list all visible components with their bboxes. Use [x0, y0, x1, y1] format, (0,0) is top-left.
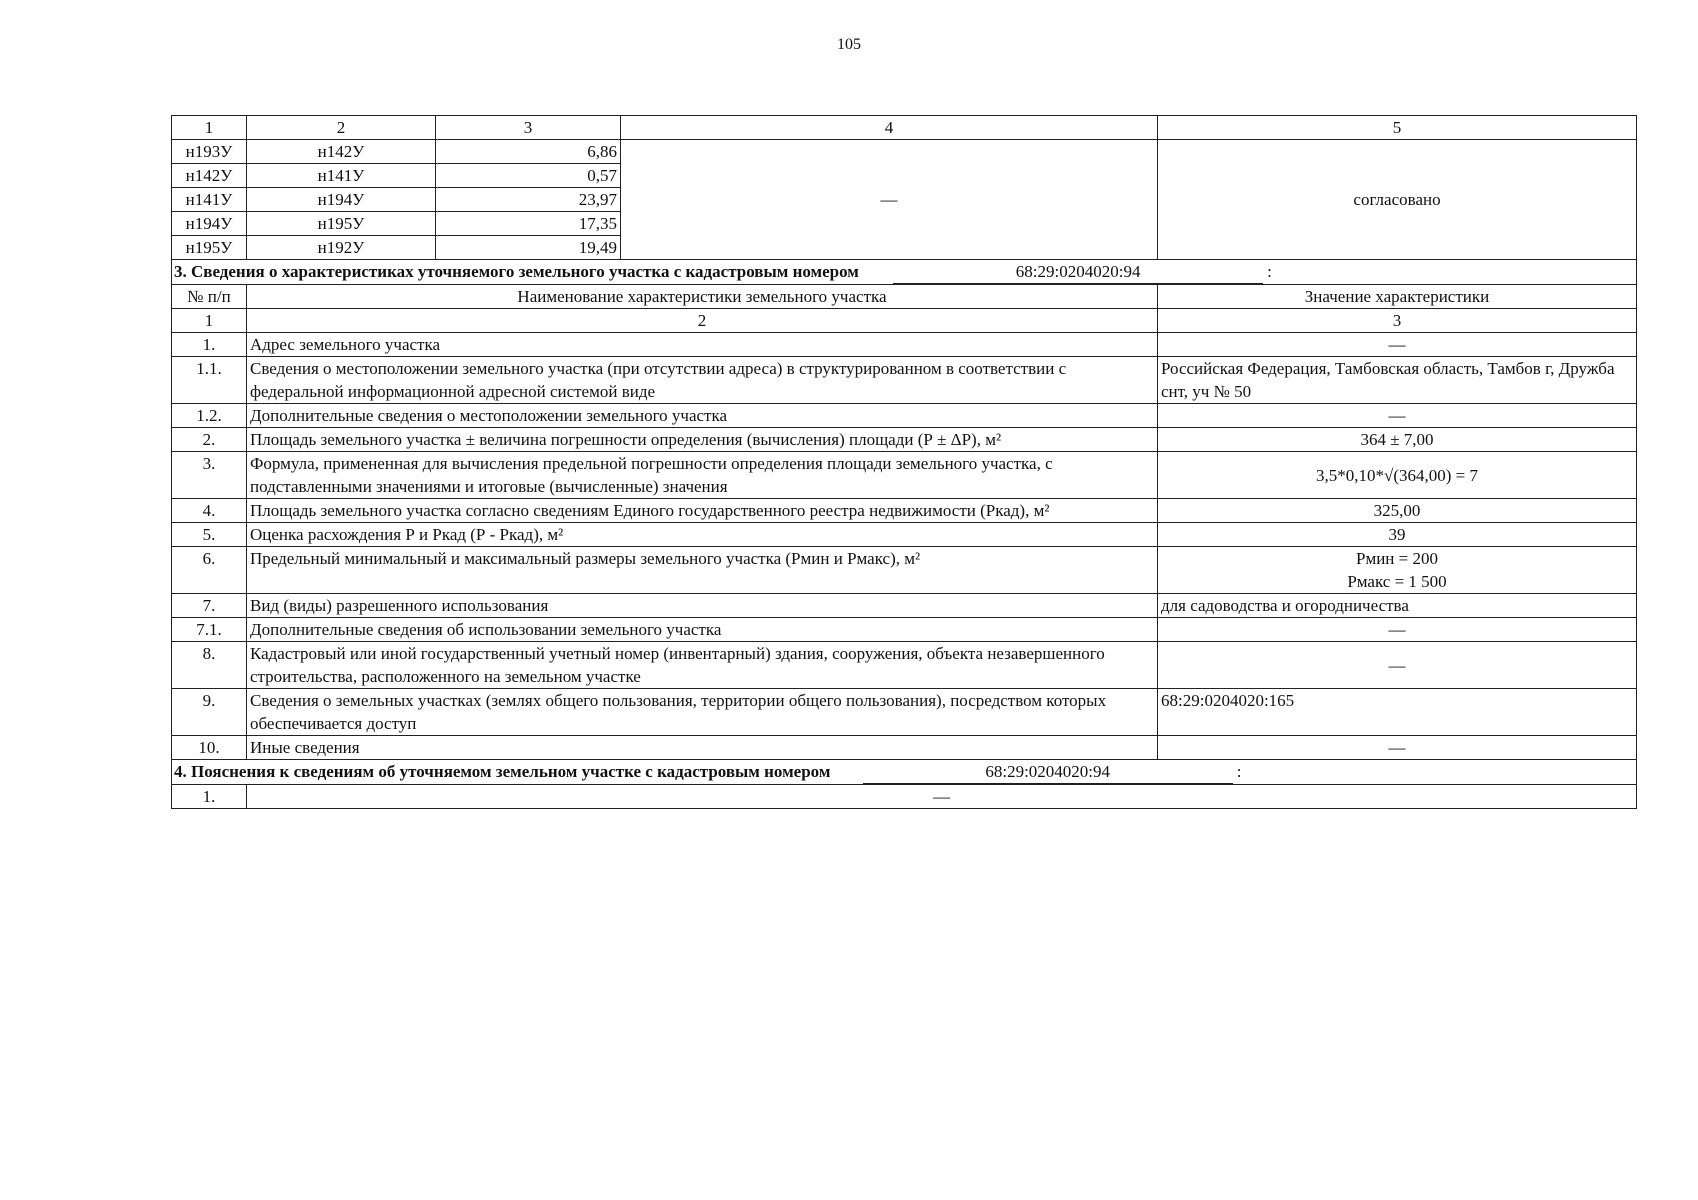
section3-index-row: [172, 309, 1637, 333]
segment-from: н194У: [172, 212, 247, 236]
segment-from: н193У: [172, 140, 247, 164]
segments-header-row: [172, 116, 1637, 140]
row-value: —: [1158, 618, 1637, 642]
characteristic-row: [172, 689, 1637, 736]
segment-to: н141У: [247, 164, 436, 188]
segment-from: н141У: [172, 188, 247, 212]
segment-approval-status: согласовано: [1158, 140, 1637, 260]
row-name: Формула, примененная для вычисления предельной погрешности определения площади земельного участка, с подставленными значениями и итоговые (вычисленные) значения: [247, 452, 1158, 499]
row-value: 325,00: [1158, 499, 1637, 523]
row-name: Сведения о земельных участках (землях общего пользования, территории общего пользования), посредством которых обеспечивается доступ: [247, 689, 1158, 736]
row-num: 1.2.: [172, 404, 247, 428]
row-num: 1.: [172, 333, 247, 357]
section4-cadastral-number: 68:29:0204020:94: [863, 760, 1233, 784]
segment-length: 0,57: [436, 164, 621, 188]
index-3: 3: [1158, 309, 1637, 333]
row-name: Кадастровый или иной государственный учетный номер (инвентарный) здания, сооружения, объекта незавершенного строительства, расположенного на земельном участке: [247, 642, 1158, 689]
row-num: 5.: [172, 523, 247, 547]
segments-header-1: 1: [172, 116, 247, 140]
segment-from: н195У: [172, 236, 247, 260]
row-num: 9.: [172, 689, 247, 736]
characteristic-row: [172, 594, 1637, 618]
segment-length: 6,86: [436, 140, 621, 164]
segment-length: 19,49: [436, 236, 621, 260]
characteristic-row: [172, 452, 1637, 499]
row-name: Иные сведения: [247, 736, 1158, 760]
segment-row: [172, 140, 1637, 164]
row-num: 10.: [172, 736, 247, 760]
row-num: 3.: [172, 452, 247, 499]
characteristic-row: [172, 642, 1637, 689]
area-min-value: Рмин = 200: [1356, 549, 1438, 568]
characteristic-row: [172, 618, 1637, 642]
segments-header-2: 2: [247, 116, 436, 140]
section4-title: 4. Пояснения к сведениям об уточняемом земельном участке с кадастровым номером: [174, 762, 831, 781]
row-num: 2.: [172, 428, 247, 452]
segments-header-3: 3: [436, 116, 621, 140]
row-name: Дополнительные сведения об использовании земельного участка: [247, 618, 1158, 642]
segments-header-4: 4: [621, 116, 1158, 140]
characteristic-row: [172, 333, 1637, 357]
header-characteristic-name: Наименование характеристики земельного участка: [247, 285, 1158, 309]
section3-header-row: [172, 285, 1637, 309]
section4-colon: :: [1236, 762, 1242, 781]
characteristic-row: [172, 499, 1637, 523]
segment-to: н194У: [247, 188, 436, 212]
row-name: Дополнительные сведения о местоположении земельного участка: [247, 404, 1158, 428]
row-value: —: [1158, 333, 1637, 357]
characteristic-row: [172, 523, 1637, 547]
row-value: —: [1158, 404, 1637, 428]
row-value: для садоводства и огородничества: [1158, 594, 1637, 618]
row-num: 8.: [172, 642, 247, 689]
row-name: Площадь земельного участка ± величина погрешности определения (вычисления) площади (Р ± ΔР), м²: [247, 428, 1158, 452]
row-name: Оценка расхождения Р и Ркад (Р - Ркад), м²: [247, 523, 1158, 547]
section3-cadastral-number: 68:29:0204020:94: [893, 260, 1263, 284]
header-num: № п/п: [172, 285, 247, 309]
land-plot-table: [171, 115, 1637, 809]
index-1: 1: [172, 309, 247, 333]
row-name: Площадь земельного участка согласно сведениям Единого государственного реестра недвижимости (Ркад), м²: [247, 499, 1158, 523]
segment-col4-value: —: [621, 140, 1158, 260]
segment-from: н142У: [172, 164, 247, 188]
segment-to: н195У: [247, 212, 436, 236]
row-value: 68:29:0204020:165: [1158, 689, 1637, 736]
row-value-cell: [1158, 547, 1637, 594]
row-num: 6.: [172, 547, 247, 594]
section3-title-row: [172, 260, 1637, 285]
segments-header-5: 5: [1158, 116, 1637, 140]
characteristic-row: [172, 404, 1637, 428]
row-name: Адрес земельного участка: [247, 333, 1158, 357]
section4-title-row: [172, 760, 1637, 785]
row-value: 39: [1158, 523, 1637, 547]
header-characteristic-value: Значение характеристики: [1158, 285, 1637, 309]
row-num: 1.1.: [172, 357, 247, 404]
area-max-value: Рмакс = 1 500: [1347, 572, 1447, 591]
segment-to: н192У: [247, 236, 436, 260]
characteristic-row: [172, 547, 1637, 594]
row-name: Предельный минимальный и максимальный размеры земельного участка (Рмин и Рмакс), м²: [247, 547, 1158, 594]
row-value: —: [1158, 642, 1637, 689]
characteristic-row: [172, 357, 1637, 404]
row-num: 7.: [172, 594, 247, 618]
section3-title-cell: [172, 260, 1637, 285]
index-2: 2: [247, 309, 1158, 333]
segment-length: 23,97: [436, 188, 621, 212]
characteristic-row: [172, 736, 1637, 760]
explanation-row: [172, 785, 1637, 809]
row-num: 7.1.: [172, 618, 247, 642]
explanation-value: —: [247, 785, 1637, 809]
explanation-num: 1.: [172, 785, 247, 809]
row-value: Российская Федерация, Тамбовская область, Тамбов г, Дружба снт, уч № 50: [1158, 357, 1637, 404]
row-value: 3,5*0,10*√(364,00) = 7: [1158, 452, 1637, 499]
row-name: Вид (виды) разрешенного использования: [247, 594, 1158, 618]
section3-colon: :: [1267, 262, 1272, 281]
row-name: Сведения о местоположении земельного участка (при отсутствии адреса) в структурированном в соответствии с федеральной информационной адресной системой виде: [247, 357, 1158, 404]
segment-to: н142У: [247, 140, 436, 164]
section3-title: 3. Сведения о характеристиках уточняемого земельного участка с кадастровым номером: [174, 262, 859, 281]
row-num: 4.: [172, 499, 247, 523]
section4-title-cell: [172, 760, 1637, 785]
row-value: —: [1158, 736, 1637, 760]
row-value: 364 ± 7,00: [1158, 428, 1637, 452]
characteristic-row: [172, 428, 1637, 452]
page-number: 105: [837, 36, 861, 53]
segment-length: 17,35: [436, 212, 621, 236]
